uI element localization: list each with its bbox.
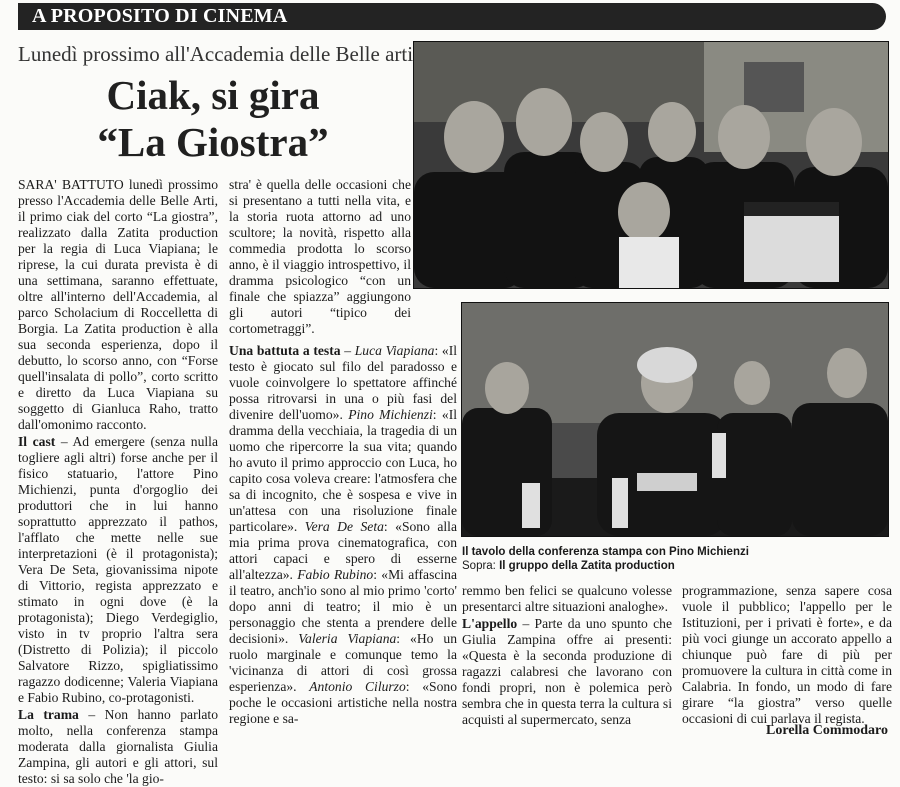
appeal-paragraph — [462, 616, 672, 728]
conference-photo-image — [462, 303, 888, 536]
speaker-pino-michienzi: Pino Michienzi — [348, 407, 433, 422]
headline-line-1: Ciak, si gira — [106, 72, 320, 118]
quotes-paragraph — [229, 343, 457, 727]
speaker-antonio-cilurzo: Antonio Cilurzo — [309, 679, 406, 694]
quote-vera: : «Sono alla mia prima prova cinematografica, con attori capaci e spero di esserne all'altezza». — [229, 519, 457, 582]
plot-paragraph — [18, 707, 218, 787]
article-column-2 — [229, 177, 411, 337]
speaker-vera-de-seta: Vera De Seta — [304, 519, 384, 534]
group-photo-image — [414, 42, 888, 288]
appeal-continued: programmazione, senza sapere cosa vuole il pubblico; l'appello per le Istituzioni, per i privati è forte», e da più voci giunge un accorato appello a chiunque può fare di più per promuovere la cultura in città come in Calabria. In fondo, un modo di fare girare “la giostra” verso quelle occasioni di cui parlava il regista. — [682, 583, 892, 726]
quote-valeria: : «Ho un ruolo marginale e comunque temo la 'vicinanza di attori di così grossa esperienza». — [229, 631, 457, 694]
intro-paragraph: SARA' BATTUTO lunedì prossimo presso l'Accademia delle Belle Arti, il primo ciak del corto “La giostra”, realizzato dalla Zatita production per la regia di Luca Viapiana; le riprese, la cui durata prevista è di una settimana, saranno effettuate, oltre all'interno dell'Accademia, al parco Scholacium di Roccelletta di Borgia. La Zatita production è alla sua seconda esperienza, dopo il debutto, lo scorso anno, con “Forse quell'insalata di pollo”, corto scritto e diretto da Luca Viapiana su soggetto di Gianluca Raho, tratto dall'omonimo racconto. — [18, 177, 218, 432]
speaker-luca-viapiana: Luca Viapiana — [354, 343, 435, 358]
plot-text: – Non hanno parlato molto, nella conferenza stampa moderata dalla giornalista Giulia Zampina, gli autori e gli attori, sul testo: si sa solo che 'la gio- — [18, 707, 218, 786]
speaker-valeria-viapiana: Valeria Viapiana — [298, 631, 397, 646]
section-header-bar — [18, 3, 886, 30]
appeal-text: – Parte da uno spunto che Giulia Zampina offre ai presenti: «Questa è la seconda produzione di ragazzi calabresi che lavorano con fondi propri, non è polemica però sembra che in questa terra la cultura si acquisti al supermercato, senza — [462, 616, 672, 727]
cast-subhead: Il cast — [18, 434, 56, 449]
byline: Lorella Commodaro — [766, 723, 888, 738]
article-column-5 — [682, 583, 892, 727]
plot-subhead: La trama — [18, 707, 79, 722]
cast-paragraph — [18, 434, 218, 706]
caption-group-prefix: Sopra: — [462, 560, 500, 572]
quotes-subhead: Una battuta a testa — [229, 343, 341, 358]
speaker-fabio-rubino: Fabio Rubino — [297, 567, 374, 582]
group-photo — [413, 41, 889, 289]
article-column-4 — [462, 583, 672, 728]
quote-luca: : «Il testo è giocato sul filo del paradosso e vuole coinvolgere lo spettatore affinché possa ritrovarsi in una o più fasi del divenire dell'uomo». — [229, 343, 458, 422]
article-kicker: Lunedì prossimo all'Accademia delle Belle arti — [18, 42, 414, 66]
article-headline — [18, 72, 408, 166]
quotes-dash: – — [340, 343, 355, 358]
article-column-3 — [229, 343, 457, 727]
caption-group-text: Il gruppo della Zatita production — [499, 560, 675, 572]
caption-group — [462, 559, 892, 573]
quote-fabio: : «Mi affascina il teatro, anch'io sono al mio primo 'corto' dopo anni di teatro; il mio è un personaggio che stenta a prendere delle decisioni». — [229, 567, 458, 646]
article-column-1 — [18, 177, 218, 787]
caption-conference: Il tavolo della conferenza stampa con Pino Michienzi — [462, 546, 749, 558]
quote-pino: : «Il dramma della vecchiaia, la tragedia di un uomo che ripercorre la sua vita; quando ho avuto il primo approccio con Luca, ho capito cosa voleva creare: l'atmosfera che sa di incognito, che è sospesa e vive in un'attesa con una risoluzione finale particolare». — [229, 407, 457, 534]
cast-text: – Ad emergere (senza nulla togliere agli altri) forse anche per il fisico statuario, l'attore Pino Michienzi, punta d'orgoglio dei produttori che in lui hanno soprattutto apprezzato il pathos, l'afflato che mette nelle sue interpretazioni (è il protagonista); Vera De Seta, giovanissima nipote di Vittorio, regista apprezzato e stimato in ogni dove (è la protagonista); Diego Verdegiglio, visto in tv proprio l'altra sera (Distretto di Polizia); il piccolo Salvatore Rizzo, spigliatissimo ragazzo dodicenne; Valeria Viapiana e Fabio Rubino, co-protagonisti. — [18, 434, 218, 705]
quote-continued: remmo ben felici se qualcuno volesse presentarci altre situazioni analoghe». — [462, 583, 672, 614]
plot-continued: stra' è quella delle occasioni che si presentano a tutti nella vita, e la storia ruota attorno ad uno scultore; la novità, rispetto alla commedia prodotta lo scorso anno, è il viaggio introspettivo, il dramma psicologico “con un finale che spiazza” aggiungono gli autori “tipico dei cortometraggi”. — [229, 177, 411, 336]
conference-photo — [461, 302, 889, 537]
headline-line-2: “La Giostra” — [97, 119, 329, 165]
photo-captions — [462, 545, 892, 573]
appeal-subhead: L'appello — [462, 616, 518, 631]
section-label: A PROPOSITO DI CINEMA — [32, 5, 288, 27]
quote-antonio: : «Sono poche le occasioni artistiche nella nostra regione e sa- — [229, 679, 457, 726]
